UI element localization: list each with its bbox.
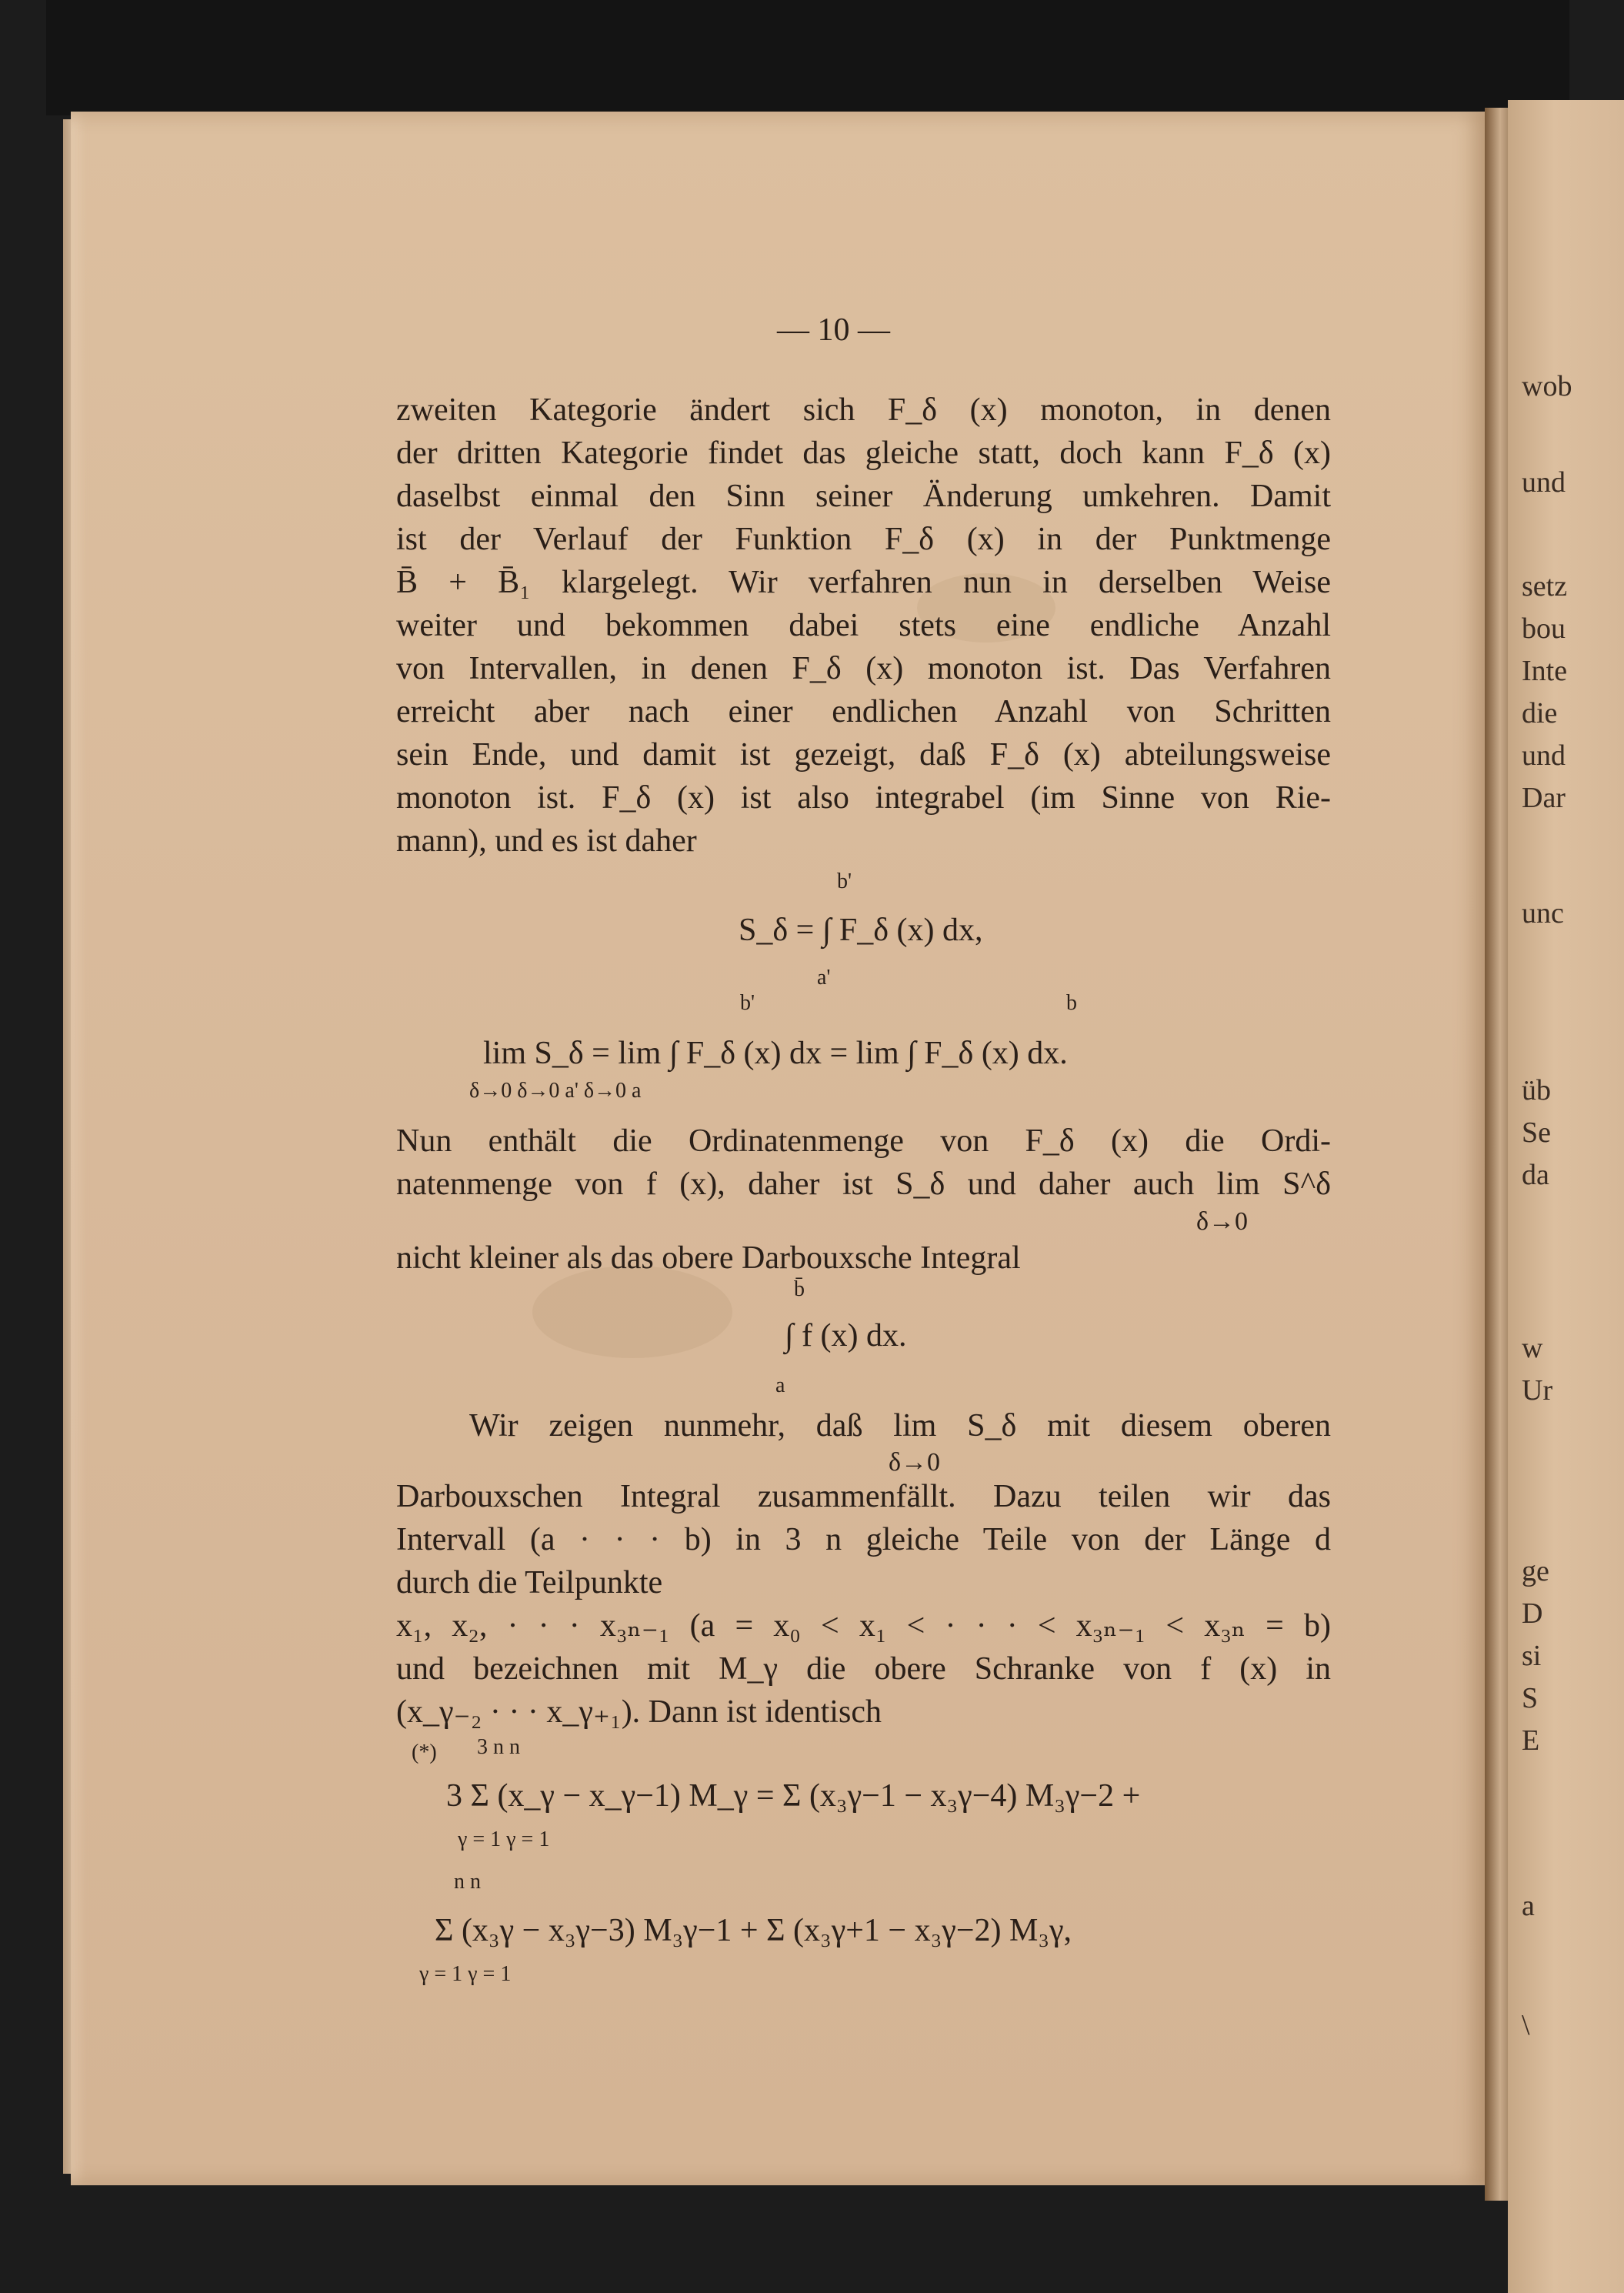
formula-3: ∫ f (x) dx.	[785, 1318, 907, 1353]
facing-text-fragment: da	[1522, 1159, 1549, 1191]
facing-text-fragment: si	[1522, 1640, 1542, 1672]
facing-text-fragment: Se	[1522, 1116, 1551, 1149]
facing-text-fragment: a	[1522, 1890, 1535, 1922]
facing-text-fragment: die	[1522, 697, 1558, 729]
formula-4-line1: 3 Σ (x_γ − x_γ−1) M_γ = Σ (x₃γ−1 − x₃γ−4) M₃γ−2 +	[446, 1778, 1141, 1814]
formula-1-lower: a'	[817, 966, 831, 990]
facing-text-fragment: Inte	[1522, 655, 1568, 687]
text-line: von Intervallen, in denen F_δ (x) monoton ist. Das Verfahren	[396, 651, 1331, 686]
formula-4-line1-bottom: γ = 1 γ = 1	[458, 1827, 550, 1851]
text-line: Intervall (a · · · b) in 3 n gleiche Teile von der Länge d	[396, 1522, 1331, 1557]
book-binding	[46, 0, 1569, 115]
facing-text-fragment: \	[1522, 2009, 1530, 2041]
formula-1-upper: b'	[837, 869, 852, 893]
text-line: daselbst einmal den Sinn seiner Änderung umkehren. Damit	[396, 479, 1331, 514]
formula-4-line2-bottom: γ = 1 γ = 1	[419, 1962, 512, 1986]
facing-text-fragment: w	[1522, 1332, 1543, 1364]
formula-4-line2: Σ (x₃γ − x₃γ−3) M₃γ−1 + Σ (x₃γ+1 − x₃γ−2) M₃γ,	[435, 1913, 1072, 1948]
formula-4-line2-top: n n	[454, 1870, 481, 1894]
formula-3-upper: b̄	[794, 1277, 805, 1301]
formula-2-upper-left: b'	[740, 991, 755, 1015]
text-line: monoton ist. F_δ (x) ist also integrabel (im Sinne von Rie-	[396, 780, 1331, 816]
text-line: δ→0	[1196, 1207, 1249, 1236]
facing-text-fragment: und	[1522, 739, 1566, 772]
text-line: Nun enthält die Ordinatenmenge von F_δ (x) die Ordi-	[396, 1123, 1331, 1159]
text-line: durch die Teilpunkte	[396, 1565, 663, 1600]
facing-text-fragment: Ur	[1522, 1374, 1553, 1407]
facing-text-fragment: bou	[1522, 612, 1566, 645]
facing-text-fragment: unc	[1522, 897, 1564, 930]
paper-stain	[532, 1266, 732, 1358]
facing-text-fragment: und	[1522, 466, 1566, 499]
facing-text-fragment: üb	[1522, 1074, 1551, 1106]
formula-2-sub: δ→0 δ→0 a' δ→0 a	[469, 1079, 642, 1103]
text-line: nicht kleiner als das obere Darbouxsche Integral	[396, 1240, 1021, 1276]
text-line: (x_γ₋₂ · · · x_γ₊₁). Dann ist identisch	[396, 1694, 882, 1730]
text-line: B̄ + B̄₁ klargelegt. Wir verfahren nun in derselben Weise	[396, 565, 1331, 600]
text-line: zweiten Kategorie ändert sich F_δ (x) monoton, in denen	[396, 392, 1331, 428]
facing-text-fragment: Dar	[1522, 782, 1566, 814]
text-line: ist der Verlauf der Funktion F_δ (x) in der Punktmenge	[396, 522, 1331, 557]
text-line: x₁, x₂, · · · x₃ₙ₋₁ (a = x₀ < x₁ < · · · < x₃ₙ₋₁ < x₃ₙ = b)	[396, 1608, 1331, 1644]
formula-4-label: (*)	[412, 1741, 437, 1764]
facing-text-fragment: E	[1522, 1724, 1540, 1757]
page-number: — 10 —	[777, 312, 890, 348]
text-line: δ→0	[889, 1448, 941, 1477]
text-line: und bezeichnen mit M_γ die obere Schranke von f (x) in	[396, 1651, 1331, 1687]
text-line: natenmenge von f (x), daher ist S_δ und daher auch lim S^δ	[396, 1167, 1331, 1202]
facing-text-fragment: setz	[1522, 570, 1568, 602]
text-line: mann), und es ist daher	[396, 823, 697, 859]
facing-page	[1508, 100, 1624, 2293]
facing-text-fragment: wob	[1522, 370, 1572, 402]
text-line: sein Ende, und damit ist gezeigt, daß F_δ (x) abteilungsweise	[396, 737, 1331, 773]
text-line: Wir zeigen nunmehr, daß lim S_δ mit diesem oberen	[469, 1408, 1331, 1444]
text-line: weiter und bekommen dabei stets eine endliche Anzahl	[396, 608, 1331, 643]
facing-text-fragment: S	[1522, 1682, 1539, 1714]
text-line: erreicht aber nach einer endlichen Anzahl von Schritten	[396, 694, 1331, 729]
formula-1: S_δ = ∫ F_δ (x) dx,	[739, 913, 983, 948]
text-line: Darbouxschen Integral zusammenfällt. Dazu teilen wir das	[396, 1479, 1331, 1514]
formula-3-lower: a	[775, 1373, 785, 1397]
facing-text-fragment: D	[1522, 1597, 1543, 1630]
formula-2: lim S_δ = lim ∫ F_δ (x) dx = lim ∫ F_δ (x) dx.	[483, 1036, 1068, 1071]
formula-4-line1-top: 3 n n	[477, 1735, 520, 1759]
text-line: der dritten Kategorie findet das gleiche statt, doch kann F_δ (x)	[396, 436, 1331, 471]
formula-2-upper-right: b	[1066, 991, 1077, 1015]
facing-text-fragment: ge	[1522, 1555, 1549, 1587]
